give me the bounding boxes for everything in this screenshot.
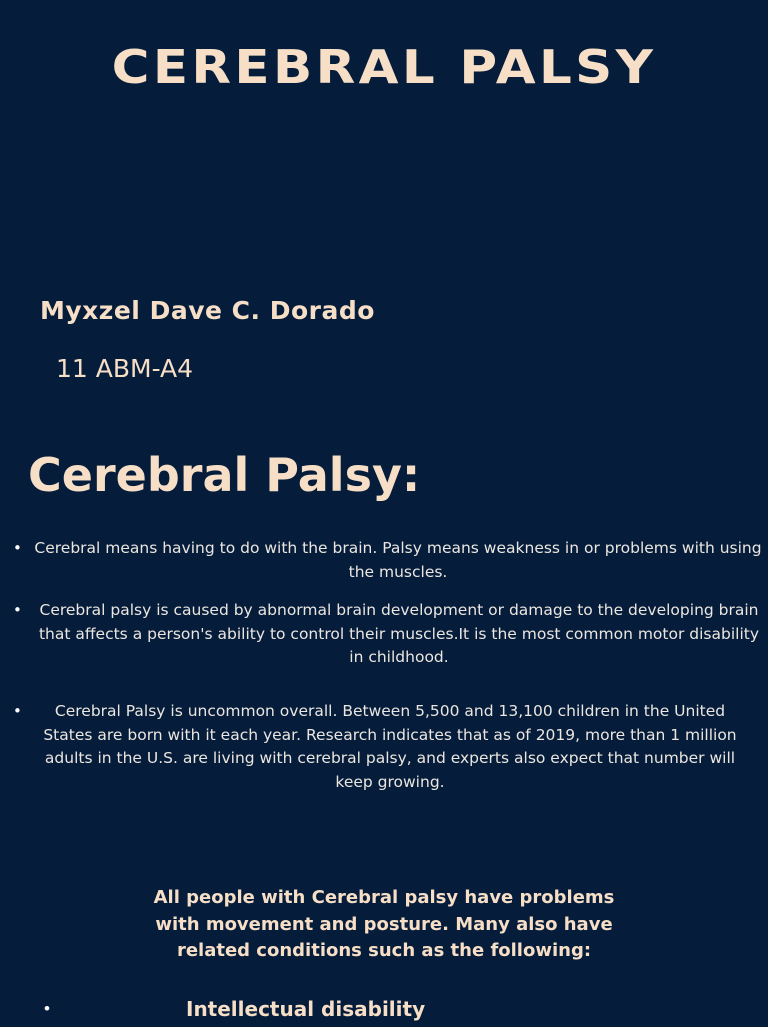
bullet-item	[0, 599, 768, 671]
bullet-dot: •	[13, 539, 22, 557]
bullet-item	[0, 537, 768, 585]
bullet-dot: •	[44, 999, 50, 1018]
class-section: 11 ABM-A4	[56, 354, 194, 383]
callout-text: All people with Cerebral palsy have problems with movement and posture. Many also have related conditions such as the following:	[153, 887, 615, 961]
bullet-item	[0, 700, 768, 796]
bullet-dot: •	[13, 601, 22, 619]
condition-label: Intellectual disability	[186, 997, 426, 1021]
bullet-text: Cerebral Palsy is uncommon overall. Between 5,500 and 13,100 children in the United States are born with it each year. Research indicates that as of 2019, more than 1 million adults in the U.S. are living with cerebral palsy, and experts also expect that number will keep growing.	[43, 702, 737, 791]
bullet-text: Cerebral palsy is caused by abnormal brain development or damage to the developing brain that affects a person's ability to control their muscles.It is the most common motor disability in childhood.	[38, 601, 760, 666]
condition-list-item	[0, 997, 768, 1027]
author-name: Myxzel Dave C. Dorado	[40, 296, 375, 325]
bullet-dot: •	[13, 702, 22, 720]
bullet-text: Cerebral means having to do with the brain. Palsy means weakness in or problems with using the muscles.	[34, 539, 762, 581]
document-title: CEREBRAL PALSY	[111, 40, 657, 94]
section-heading: Cerebral Palsy:	[28, 448, 421, 502]
